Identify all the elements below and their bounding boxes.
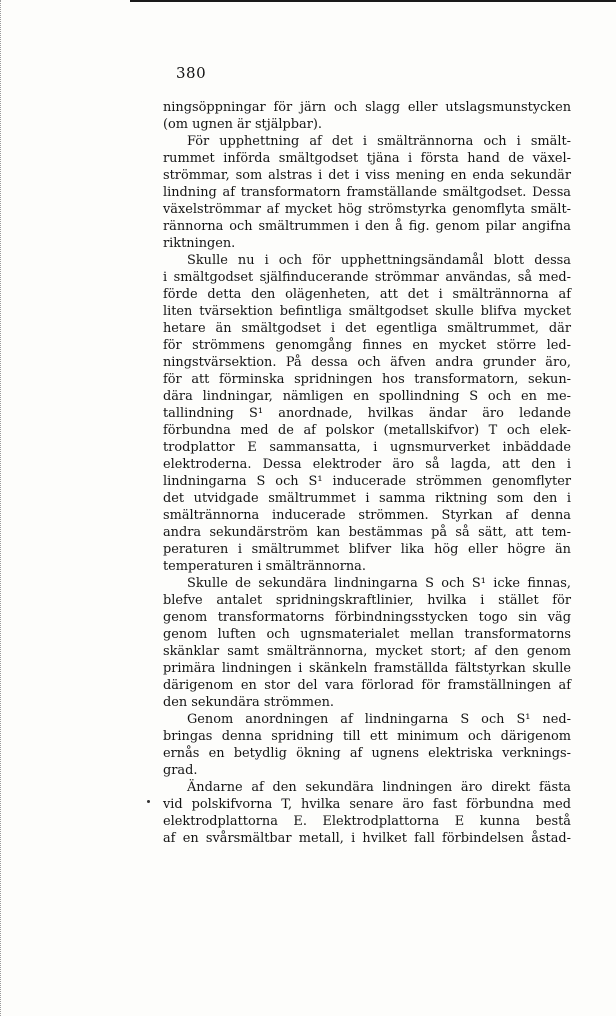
text-line: tallindning S¹ anordnade, hvilkas ändar äro ledande: [163, 406, 571, 421]
text-line: liten tvärsektion befintliga smältgodset skulle blifva mycket: [163, 304, 571, 319]
text-line: trodplattor E sammansatta, i ugnsmurverket inbäddade: [163, 440, 571, 455]
text-line: lindningarna S och S¹ inducerade strömmen genomflyter: [163, 474, 571, 489]
text-line: ningsöppningar för järn och slagg eller utslagsmunstycken: [163, 100, 571, 115]
text-line: ernås en betydlig ökning af ugnens elektriska verknings-: [163, 746, 571, 761]
text-line: elektroderna. Dessa elektroder äro så lagda, att den i: [163, 457, 571, 472]
text-line: andra sekundärström kan bestämmas på så sätt, att tem-: [163, 525, 571, 540]
text-line: strömmar, som alstras i det i viss mening en enda sekundär: [163, 168, 571, 183]
text-line: smältrännorna inducerade strömmen. Styrkan af denna: [163, 508, 571, 523]
text-line: bringas denna spridning till ett minimum och därigenom: [163, 729, 571, 744]
text-line: lindning af transformatorn framställande smältgodset. Dessa: [163, 185, 571, 200]
text-line: för att förminska spridningen hos transformatorn, sekun-: [163, 372, 571, 387]
text-line: genom transformatorns förbindningsstycken togo sin väg: [163, 610, 571, 625]
text-line: ningstvärsektion. På dessa och äfven andra grunder äro,: [163, 355, 571, 370]
text-line: skänklar samt smältrännorna, mycket stort; af den genom: [163, 644, 571, 659]
text-line: dära lindningar, nämligen en spollindning S och en me-: [163, 389, 571, 404]
text-line: grad.: [163, 763, 198, 778]
text-line: förde detta den olägenheten, att det i smältrännorna af: [163, 287, 571, 302]
text-line: därigenom en stor del vara förlorad för framställningen af: [163, 678, 571, 693]
text-line: förbundna med de af polskor (metallskifvor) T och elek-: [163, 423, 571, 438]
text-line: peraturen i smältrummet blifver lika hög eller högre än: [163, 542, 571, 557]
body-text: [163, 99, 571, 847]
text-line: den sekundära strömmen.: [163, 695, 335, 710]
text-line: blefve antalet spridningskraftlinier, hvilka i stället för: [163, 593, 571, 608]
page-number: 380: [176, 64, 207, 82]
text-line: af en svårsmältbar metall, i hvilket fall förbindelsen åstad-: [163, 831, 571, 846]
text-line: Skulle de sekundära lindningarna S och S¹ icke finnas,: [187, 576, 571, 591]
text-line: (om ugnen är stjälpbar).: [163, 117, 323, 132]
text-line: primära lindningen i skänkeln framställda fältstyrkan skulle: [163, 661, 571, 676]
text-line: för strömmens genomgång finnes en mycket större led-: [163, 338, 571, 353]
text-line: Ändarne af den sekundära lindningen äro direkt fästa: [187, 780, 571, 795]
text-line: rummet införda smältgodset tjäna i första hand de växel-: [163, 151, 571, 166]
text-line: växelströmmar af mycket hög strömstyrka genomflyta smält-: [163, 202, 571, 217]
left-page-edge: [0, 0, 3, 1016]
text-line: Genom anordningen af lindningarna S och S¹ ned-: [187, 712, 571, 727]
text-line: det utvidgade smältrummet i samma riktning som den i: [163, 491, 571, 506]
text-line: elektrodplattorna E. Elektrodplattorna E kunna bestå: [163, 814, 571, 829]
text-line: genom luften och ugnsmaterialet mellan transformatorns: [163, 627, 571, 642]
text-line: temperaturen i smältrännorna.: [163, 559, 366, 574]
text-line: hetare än smältgodset i det egentliga smältrummet, där: [163, 321, 571, 336]
text-line: i smältgodset själfinducerande strömmar användas, så med-: [163, 270, 571, 285]
text-line: För upphettning af det i smältrännorna och i smält-: [187, 134, 571, 149]
margin-mark: [147, 800, 150, 803]
text-line: vid polskifvorna T, hvilka senare äro fast förbundna med: [163, 797, 571, 812]
top-edge-rule: [130, 0, 616, 2]
text-line: Skulle nu i och för upphettningsändamål blott dessa: [187, 253, 571, 268]
text-line: rännorna och smältrummen i den å fig. genom pilar angifna: [163, 219, 571, 234]
text-line: riktningen.: [163, 236, 236, 251]
